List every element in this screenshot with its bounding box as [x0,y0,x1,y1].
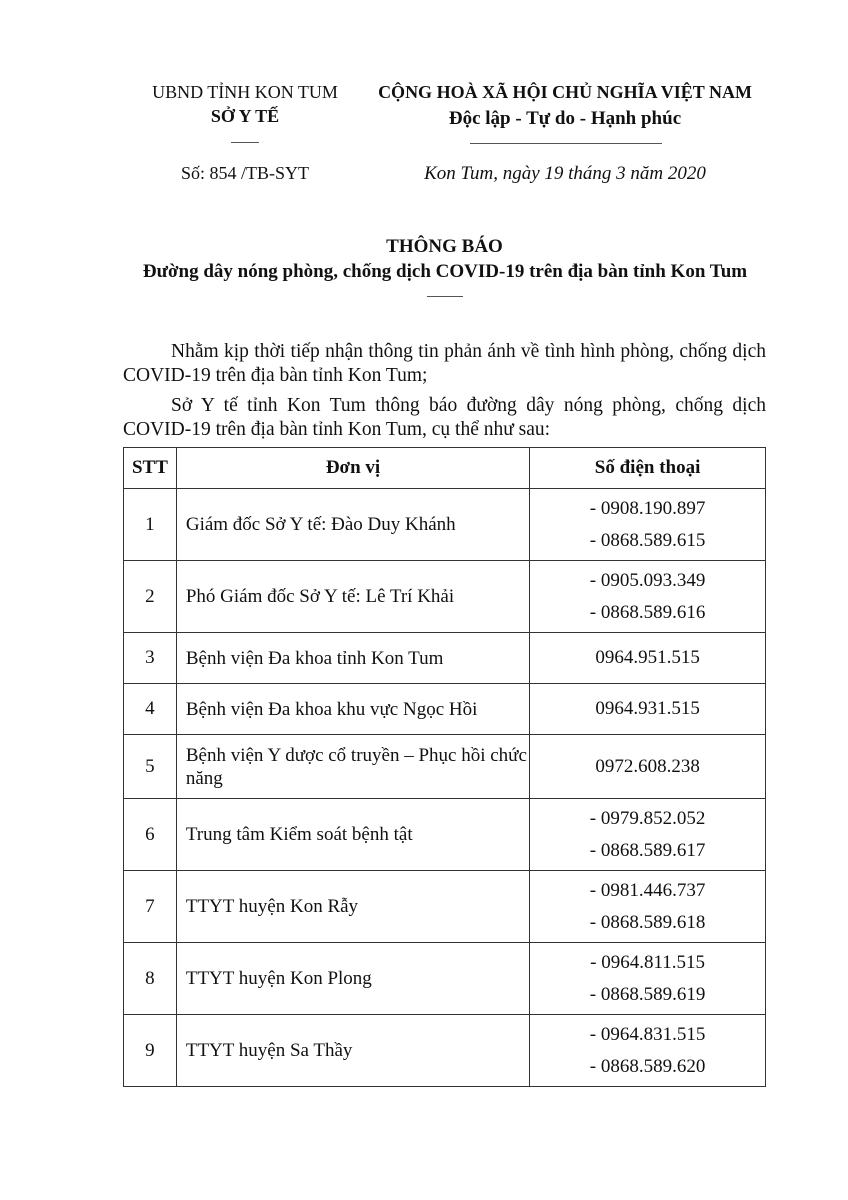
row-phone [530,1015,766,1087]
row-phone [530,871,766,943]
row-phone [530,735,766,799]
phone-number: - 0868.589.617 [589,839,706,861]
row-unit: TTYT huyện Kon Rẫy [176,871,529,943]
row-unit: Bệnh viện Y dược cổ truyền – Phục hồi chức năng [176,735,529,799]
row-phone [530,489,766,561]
row-unit: Bệnh viện Đa khoa tỉnh Kon Tum [176,633,529,684]
phone-number: - 0908.190.897 [589,497,706,519]
row-unit: TTYT huyện Kon Plong [176,943,529,1015]
hotline-table [123,447,766,1087]
table-row [124,799,766,871]
row-unit: TTYT huyện Sa Thầy [176,1015,529,1087]
table-row [124,735,766,799]
row-stt: 3 [124,633,177,684]
row-unit: Giám đốc Sở Y tế: Đào Duy Khánh [176,489,529,561]
table-row [124,1015,766,1087]
row-stt: 2 [124,561,177,633]
phone-number: - 0868.589.615 [589,529,706,551]
phone-number: - 0964.811.515 [590,951,706,973]
phone-number: - 0868.589.620 [589,1055,706,1077]
row-unit: Bệnh viện Đa khoa khu vực Ngọc Hồi [176,684,529,735]
table-row [124,684,766,735]
row-stt: 8 [124,943,177,1015]
row-stt: 7 [124,871,177,943]
header-unit: Đơn vị [176,448,529,489]
intro-paragraph: Nhằm kịp thời tiếp nhận thông tin phản ánh về tình hình phòng, chống dịch COVID-19 trên địa bàn tỉnh Kon Tum; [123,341,766,386]
phone-number: - 0964.831.515 [589,1023,706,1045]
phone-number: 0972.608.238 [595,755,700,777]
motto-underline [470,143,662,144]
phone-number: 0964.951.515 [595,647,700,668]
row-stt: 4 [124,684,177,735]
header-stt: STT [124,448,177,489]
table-header-row [124,448,766,489]
agency-parent: UBND TỈNH KON TUM [152,82,338,102]
place-date: Kon Tum, ngày 19 tháng 3 năm 2020 [424,163,706,184]
row-phone [530,943,766,1015]
national-motto: Độc lập - Tự do - Hạnh phúc [448,108,682,129]
phone-number: 0964.931.515 [595,698,700,719]
phone-number: - 0868.589.618 [589,911,706,933]
phone-number: - 0868.589.616 [589,601,706,623]
table-row [124,943,766,1015]
document-number: Số: 854 /TB-SYT [180,163,309,183]
table-row [124,871,766,943]
table-row [124,633,766,684]
row-phone [530,561,766,633]
document-subject: Đường dây nóng phòng, chống dịch COVID-19 trên địa bàn tỉnh Kon Tum [142,261,748,282]
row-stt: 5 [124,735,177,799]
row-phone [530,633,766,684]
row-stt: 1 [124,489,177,561]
agency-underline [231,142,259,143]
row-unit: Phó Giám đốc Sở Y tế: Lê Trí Khải [176,561,529,633]
row-stt: 9 [124,1015,177,1087]
title-underline [427,296,463,297]
national-title: CỘNG HOÀ XÃ HỘI CHỦ NGHĨA VIỆT NAM [378,82,752,102]
agency-name: SỞ Y TẾ [210,106,280,126]
header-phone: Số điện thoại [530,448,766,489]
phone-number: - 0981.446.737 [589,879,706,901]
row-stt: 6 [124,799,177,871]
table-row [124,561,766,633]
phone-number: - 0905.093.349 [589,569,706,591]
row-unit: Trung tâm Kiểm soát bệnh tật [176,799,529,871]
phone-number: - 0868.589.619 [589,983,706,1005]
announcement-paragraph: Sở Y tế tỉnh Kon Tum thông báo đường dây nóng phòng, chống dịch COVID-19 trên địa bàn tỉnh Kon Tum, cụ thể như sau: [123,395,766,440]
row-phone [530,684,766,735]
document-type: THÔNG BÁO [386,236,503,257]
phone-number: - 0979.852.052 [589,807,706,829]
table-row [124,489,766,561]
row-phone [530,799,766,871]
